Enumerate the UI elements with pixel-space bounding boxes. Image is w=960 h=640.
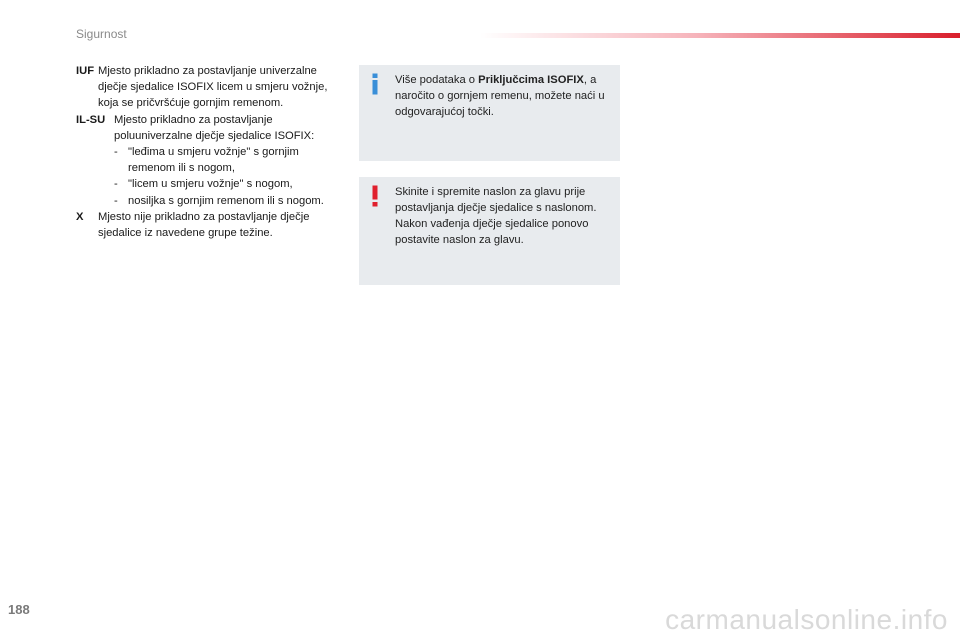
exclamation-icon	[369, 185, 381, 207]
definition-code: IUF	[76, 65, 95, 77]
list-dash: -	[114, 178, 118, 191]
list-dash: -	[114, 194, 118, 207]
info-text-rest: , a naročito o gornjem remenu, možete naći u odgovarajućoj točki.	[395, 74, 605, 118]
list-item	[114, 144, 346, 176]
list-item-text: "licem u smjeru vožnje" s nogom,	[128, 178, 293, 191]
header-accent-bar	[480, 33, 960, 38]
definition-text: Mjesto nije prikladno za postavljanje dječje sjedalice iz navedene grupe težine.	[98, 210, 310, 240]
definition-x	[76, 209, 346, 241]
section-title: Sigurnost	[76, 27, 127, 41]
definition-code: X	[76, 210, 84, 223]
option-list	[114, 144, 346, 209]
definition-text: Mjesto prikladno za postavljanje poluuniverzalne dječje sjedalice ISOFIX:	[114, 113, 315, 142]
page-number: 188	[8, 602, 30, 617]
warning-text-line: Skinite i spremite naslon za glavu prije postavljanja dječje sjedalice s naslonom.	[395, 186, 597, 214]
info-box	[359, 65, 620, 161]
warning-text-line: Nakon vađenja dječje sjedalice ponovo postavite naslon za glavu.	[395, 218, 589, 246]
list-item-text: nosiljka s gornjim remenom ili s nogom.	[128, 194, 324, 207]
list-item	[114, 193, 346, 209]
definition-text: Mjesto prikladno za postavljanje univerzalne dječje sjedalice ISOFIX licem u smjeru vožnje, koja se pričvršćuje gornjim remenom.	[98, 65, 328, 110]
list-item	[114, 176, 346, 192]
definition-il-su	[76, 112, 346, 209]
watermark: carmanualsonline.info	[665, 604, 948, 635]
info-text	[395, 72, 610, 120]
info-text-intro: Više podataka o	[395, 74, 479, 86]
warning-text	[395, 184, 610, 248]
definition-iuf	[76, 63, 346, 112]
list-item-text: "leđima u smjeru vožnje" s gornjim remenom ili s nogom,	[128, 146, 299, 175]
list-dash: -	[114, 146, 118, 159]
definitions-list	[76, 63, 346, 241]
warning-box	[359, 177, 620, 285]
info-icon	[369, 73, 381, 95]
info-text-emphasis: Priključcima ISOFIX	[478, 74, 584, 86]
definition-code: IL-SU	[76, 113, 106, 126]
